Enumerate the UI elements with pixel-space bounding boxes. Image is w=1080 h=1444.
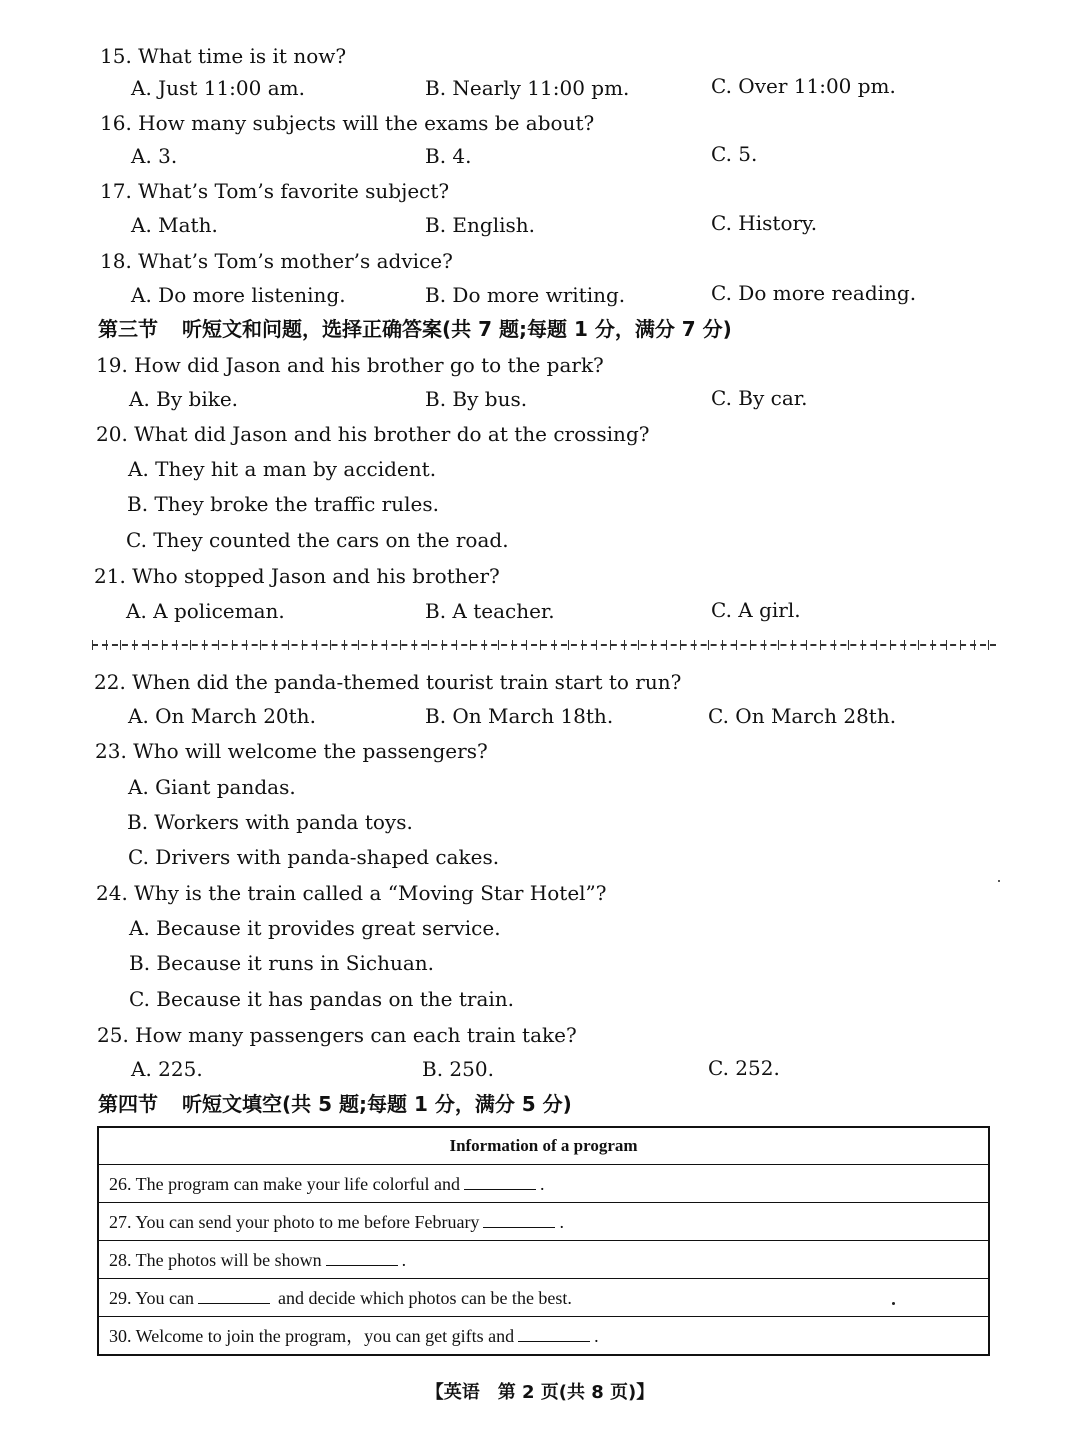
table-row bbox=[98, 1165, 989, 1203]
blank-28[interactable] bbox=[326, 1249, 398, 1266]
row-29-post: and decide which photos can be the best. bbox=[278, 1288, 572, 1308]
question-17-option-b: B. English. bbox=[425, 213, 535, 237]
question-15-option-a: A. Just 11:00 am. bbox=[131, 76, 305, 100]
question-16-stem: 16. How many subjects will the exams be about? bbox=[100, 111, 595, 135]
question-22-option-c: C. On March 28th. bbox=[708, 704, 897, 728]
row-30-post: . bbox=[594, 1326, 599, 1346]
blank-26[interactable] bbox=[464, 1173, 536, 1190]
question-19-option-b: B. By bus. bbox=[425, 387, 528, 411]
question-16-option-c: C. 5. bbox=[711, 142, 758, 166]
table-row bbox=[98, 1203, 989, 1241]
question-22-stem: 22. When did the panda-themed tourist train start to run? bbox=[94, 670, 682, 694]
question-15-option-c: C. Over 11:00 pm. bbox=[711, 74, 896, 98]
row-26-post: . bbox=[540, 1174, 545, 1194]
section-4-name: 第四节 bbox=[98, 1092, 158, 1116]
scan-dot bbox=[892, 1302, 895, 1305]
table-title: Information of a program bbox=[98, 1127, 989, 1165]
row-29-text: 29. You can bbox=[109, 1288, 195, 1308]
dashed-divider bbox=[92, 644, 996, 647]
question-21-stem: 21. Who stopped Jason and his brother? bbox=[94, 564, 500, 588]
question-19-option-a: A. By bike. bbox=[129, 387, 239, 411]
row-28-post: . bbox=[401, 1250, 407, 1270]
question-25-option-b: B. 250. bbox=[422, 1057, 494, 1081]
question-23-option-a: A. Giant pandas. bbox=[128, 775, 296, 799]
question-22-option-a: A. On March 20th. bbox=[128, 704, 316, 728]
question-17-option-a: A. Math. bbox=[131, 213, 218, 237]
question-21-option-c: C. A girl. bbox=[711, 598, 801, 622]
section-3-heading bbox=[98, 316, 732, 342]
row-26-text: 26. The program can make your life colorful and bbox=[109, 1174, 461, 1194]
question-16-option-b: B. 4. bbox=[425, 144, 472, 168]
question-17-option-c: C. History. bbox=[711, 211, 818, 235]
question-20-stem: 20. What did Jason and his brother do at the crossing? bbox=[96, 422, 650, 446]
blank-27[interactable] bbox=[483, 1211, 555, 1228]
question-25-stem: 25. How many passengers can each train take? bbox=[97, 1023, 577, 1047]
question-24-stem: 24. Why is the train called a “Moving Star Hotel”? bbox=[96, 881, 607, 905]
question-18-stem: 18. What’s Tom’s mother’s advice? bbox=[100, 249, 453, 273]
question-25-option-a: A. 225. bbox=[131, 1057, 203, 1081]
question-16-option-a: A. 3. bbox=[131, 144, 178, 168]
section-4-description: 听短文填空(共 5 题;每题 1 分，满分 5 分) bbox=[182, 1092, 572, 1116]
question-24-option-a: A. Because it provides great service. bbox=[129, 916, 501, 940]
row-27-post: . bbox=[559, 1212, 564, 1232]
row-27-text: 27. You can send your photo to me before February bbox=[109, 1212, 480, 1232]
question-23-option-c: C. Drivers with panda-shaped cakes. bbox=[128, 845, 500, 869]
question-18-option-b: B. Do more writing. bbox=[425, 283, 626, 307]
row-30-text: 30. Welcome to join the program，you can get gifts and bbox=[109, 1326, 515, 1346]
question-15-stem: 15. What time is it now? bbox=[100, 44, 347, 68]
question-17-stem: 17. What’s Tom’s favorite subject? bbox=[100, 179, 450, 203]
question-20-option-a: A. They hit a man by accident. bbox=[128, 457, 437, 481]
question-24-option-c: C. Because it has pandas on the train. bbox=[129, 987, 515, 1011]
question-24-option-b: B. Because it runs in Sichuan. bbox=[129, 951, 434, 975]
question-20-option-b: B. They broke the traffic rules. bbox=[127, 492, 439, 516]
question-22-option-b: B. On March 18th. bbox=[425, 704, 614, 728]
question-25-option-c: C. 252. bbox=[708, 1056, 780, 1080]
question-23-stem: 23. Who will welcome the passengers? bbox=[95, 739, 488, 763]
question-21-option-b: B. A teacher. bbox=[425, 599, 555, 623]
scan-dot bbox=[998, 880, 1000, 882]
question-18-option-c: C. Do more reading. bbox=[711, 281, 917, 305]
table-row bbox=[98, 1317, 989, 1356]
question-21-option-a: A. A policeman. bbox=[126, 599, 285, 623]
blank-30[interactable] bbox=[518, 1325, 590, 1342]
question-15-option-b: B. Nearly 11:00 pm. bbox=[425, 76, 630, 100]
question-23-option-b: B. Workers with panda toys. bbox=[127, 810, 413, 834]
page-footer: 【英语 第 2 页(共 8 页)】 bbox=[425, 1382, 655, 1403]
section-3-name: 第三节 bbox=[98, 317, 158, 341]
question-18-option-a: A. Do more listening. bbox=[131, 283, 346, 307]
program-info-table bbox=[97, 1126, 990, 1356]
table-row bbox=[98, 1241, 989, 1279]
question-19-option-c: C. By car. bbox=[711, 386, 808, 410]
table-row bbox=[98, 1279, 989, 1317]
row-28-text: 28. The photos will be shown bbox=[109, 1250, 322, 1270]
question-19-stem: 19. How did Jason and his brother go to the park? bbox=[96, 353, 604, 377]
question-20-option-c: C. They counted the cars on the road. bbox=[126, 528, 509, 552]
section-3-description: 听短文和问题，选择正确答案(共 7 题;每题 1 分，满分 7 分) bbox=[182, 317, 732, 341]
blank-29[interactable] bbox=[198, 1287, 270, 1304]
section-4-heading bbox=[98, 1091, 572, 1117]
